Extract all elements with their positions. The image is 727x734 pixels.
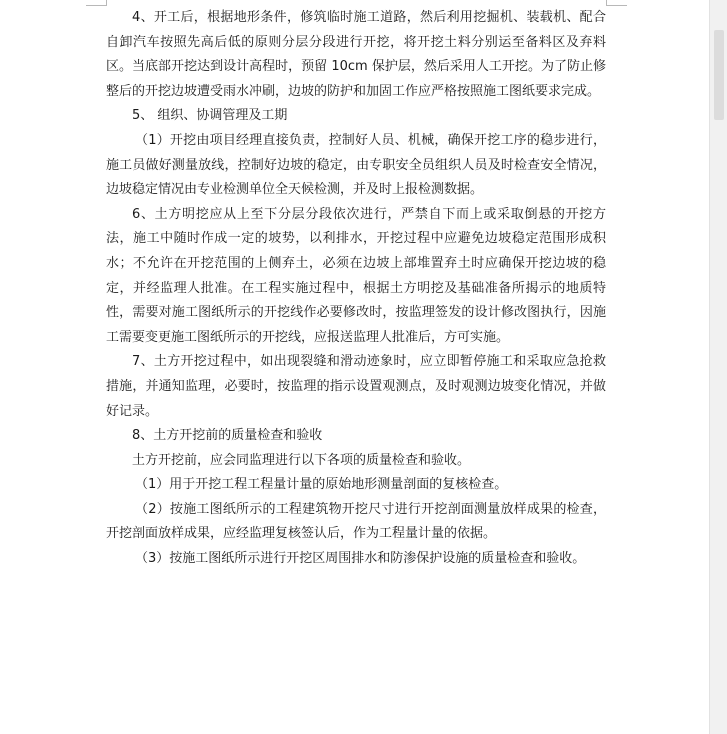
section-heading-5: 5、 组织、协调管理及工期 [132,108,288,124]
paragraph-item-5-1: （1）开挖由项目经理直接负责，控制好人员、机械，确保开挖工序的稳步进行，施工员做好测量放线，控制好边坡的稳定，由专职安全员组织人员及时检查安全情况，边坡稳定情况由专业检测单位全天候检测，并及时上报检测数据。 [106,132,606,198]
page-margin-mark-left [86,0,107,6]
paragraph-item-4: 4、开工后，根据地形条件，修筑临时施工道路，然后利用挖掘机、装载机、配合自卸汽车按照先高后低的原则分层分段进行开挖，将开挖土料分别运至备料区及弃料区。当底部开挖达到设计高程时，预留 10cm 保护层，然后采用人工开挖。为了防止修整后的开挖边坡遭受雨水冲刷，边坡的防护和加固工作应严格按照施工图纸要求完成。 [106,10,606,99]
page-margin-mark-right [606,0,627,6]
document-body [106,6,606,572]
paragraph-intro-8: 土方开挖前，应会同监理进行以下各项的质量检查和验收。 [132,452,471,468]
paragraph-item-8-3: （3）按施工图纸所示进行开挖区周围排水和防渗保护设施的质量检查和验收。 [135,551,586,567]
vertical-scrollbar[interactable] [709,0,727,734]
paragraph-item-8-1: （1）用于开挖工程工程量计量的原始地形测量剖面的复核检查。 [135,477,508,493]
section-heading-8: 8、土方开挖前的质量检查和验收 [132,428,323,444]
paragraph-item-7: 7、土方开挖过程中，如出现裂缝和滑动迹象时，应立即暂停施工和采取应急抢救措施，并通知监理，必要时，按监理的指示设置观测点，及时观测边坡变化情况，并做好记录。 [106,354,606,419]
scrollbar-thumb[interactable] [714,30,724,120]
paragraph-item-6: 6、土方明挖应从上至下分层分段依次进行，严禁自下而上或采取倒悬的开挖方法，施工中随时作成一定的坡势，以利排水，开挖过程中应避免边坡稳定范围形成积水；不允许在开挖范围的上侧弃土，必须在边坡上部堆置弃土时应确保开挖边坡的稳定，并经监理人批准。在工程实施过程中，根据土方明挖及基础准备所揭示的地质特性，需要对施工图纸所示的开挖线作必要修改时，按监理签发的设计修改图执行，因施工需要变更施工图纸所示的开挖线，应报送监理人批准后，方可实施。 [106,206,606,345]
paragraph-item-8-2: （2）按施工图纸所示的工程建筑物开挖尺寸进行开挖剖面测量放样成果的检查，开挖剖面放样成果，应经监理复核签认后，作为工程量计量的依据。 [106,501,606,542]
